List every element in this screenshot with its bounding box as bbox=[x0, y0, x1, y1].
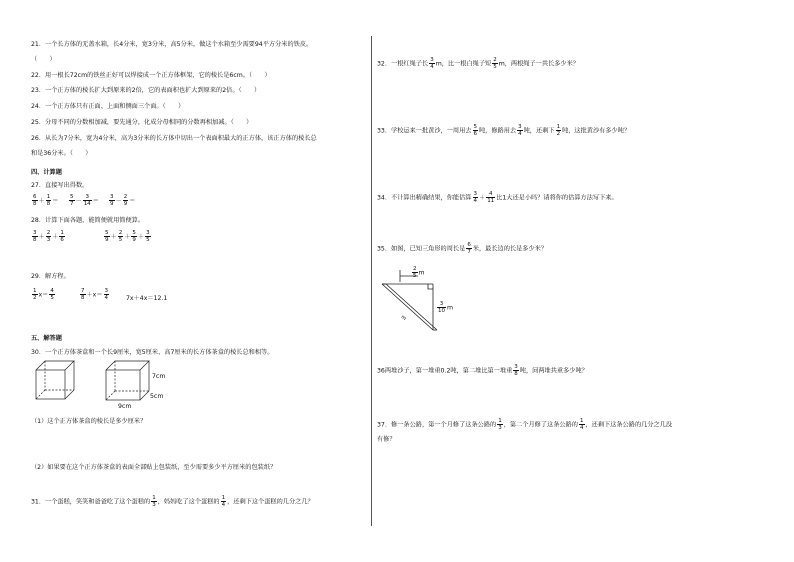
q27-expr-1: $\frac{6}{8}$ ＋ $\frac{1}{8}$ ＝ bbox=[33, 194, 59, 207]
question-30-part-1: （1）这个正方体茶盒的棱长是多少厘米？ bbox=[31, 418, 147, 425]
q28-expr-1: $\frac{3}{8}$ ＋ $\frac{2}{3}$ ＋ $\frac{1}{6}$ bbox=[33, 230, 64, 243]
question-22: 22．用一根长72cm的铁丝正好可以焊接成一个正方体框架，它的棱长是6cm。（ ） bbox=[31, 72, 271, 79]
section-4-heading: 四、计算题 bbox=[31, 169, 62, 176]
question-37-line1: 37．修一条公路，第一个月修了这条公路的 $\frac{1}{3}$ ，第二个月修了这条公路的 $\frac{1}{4}$ ，还剩下这条公路的几分之几没 bbox=[377, 418, 673, 431]
q29-eq-1: $\frac{1}{2}$ x＝ $\frac{4}{5}$ bbox=[33, 288, 54, 301]
question-34: 34．不计算出精确结果，你能估算 $\frac{3}{4}$ ＋ $\frac{4}{11}$ 比1大还是小吗？请将你的估算方法写下来。 bbox=[377, 191, 618, 204]
triangle-top-side-label: $\frac{2}{5}$ m bbox=[413, 266, 425, 279]
question-33: 33．学校运来一批黄沙，一周用去 $\frac{5}{6}$ 吨，修路用去 $\frac{3}{4}$ 吨，还剩下 $\frac{1}{2}$ 吨，这批黄沙有多少吨？ bbox=[377, 124, 631, 137]
question-30-part-2: （2）如果要在这个正方体茶盒的表面全部贴上包装纸，至少需要多少平方厘米的包装纸？ bbox=[31, 464, 277, 471]
question-37-line2: 有修？ bbox=[377, 436, 396, 443]
question-21: 21．一个长方体的无盖水箱，长4分米，宽3分米，高5分米，做这个水箱至少需要94平方分米的铁皮。 bbox=[31, 41, 313, 48]
question-36: 36两堆沙子，第一堆重0.2吨，第二堆比第一堆重 $\frac{3}{8}$ 吨，问两堆共重多少吨？ bbox=[377, 364, 588, 377]
question-28: 28．计算下面各题，能简便就用简便算。 bbox=[31, 217, 145, 224]
column-divider bbox=[371, 36, 372, 526]
question-26-line2: 和是36分米。（ ） bbox=[31, 150, 92, 157]
q28-expr-2: $\frac{5}{9}$ ＋ $\frac{2}{5}$ ＋ $\frac{5}{9}$ ＋ $\frac{3}{5}$ bbox=[105, 230, 150, 243]
question-30: 30．一个正方体茶盒和一个长9厘米，宽5厘米，高7厘米的长方体茶盒的棱长总和相等。 bbox=[31, 349, 274, 356]
question-29: 29．解方程。 bbox=[31, 273, 70, 280]
q29-eq-3: 7x＋4x＝12.1 bbox=[126, 295, 168, 302]
q29-eq-2: $\frac{7}{8}$ ＋x＝ $\frac{3}{4}$ bbox=[81, 288, 109, 301]
question-31: 31．一个蛋糕，笑笑和爸爸吃了这个蛋糕的 $\frac{1}{3}$ ，妈妈吃了这个蛋糕的 $\frac{1}{4}$ ，还剩下这个蛋糕的几分之几？ bbox=[31, 495, 314, 508]
question-25: 25．分母不同的分数相加减，要先通分，化成分母相同的分数再相加减。（ ） bbox=[31, 119, 253, 126]
q27-expr-2: $\frac{5}{7}$ － $\frac{3}{14}$ ＝ bbox=[70, 194, 99, 207]
q27-expr-3: $\frac{3}{9}$ － $\frac{2}{9}$ ＝ bbox=[110, 194, 136, 207]
question-35: 35．如图，已知三角形的周长是 $\frac{6}{7}$ 米，最长边的长是多少米？ bbox=[377, 242, 548, 255]
question-32: 32．一根红绳子长 $\frac{3}{4}$ m，比一根白绳子短 $\frac{2}{5}$ m，两根绳子一共长多少米？ bbox=[377, 57, 579, 70]
question-26-line1: 26．从长为7分米，宽为4分米，高为3分米的长方体中切出一个表面积最大的正方体，该正方体的棱长总 bbox=[31, 135, 317, 142]
cuboid-width-label: 5cm bbox=[150, 393, 164, 400]
cuboid-length-label: 9cm bbox=[118, 403, 132, 410]
box-figures bbox=[36, 361, 196, 411]
triangle-right-side-label: $\frac{3}{10}$ m bbox=[438, 301, 454, 314]
cuboid-figure bbox=[106, 361, 149, 400]
question-24: 24．一个正方体只有正面、上面和侧面三个面。（ ） bbox=[31, 103, 185, 110]
question-21-answer[interactable]: （ ） bbox=[31, 56, 56, 63]
question-27: 27．直接写出得数。 bbox=[31, 182, 89, 189]
cuboid-height-label: 7cm bbox=[152, 373, 166, 380]
section-5-heading: 五、解答题 bbox=[31, 335, 62, 342]
triangle-hypotenuse-label: m bbox=[399, 314, 408, 322]
cube-figure bbox=[36, 361, 74, 399]
question-23: 23．一个正方体的棱长扩大到原来的2倍，它的表面积也扩大到原来的2倍。（ ） bbox=[31, 87, 261, 94]
